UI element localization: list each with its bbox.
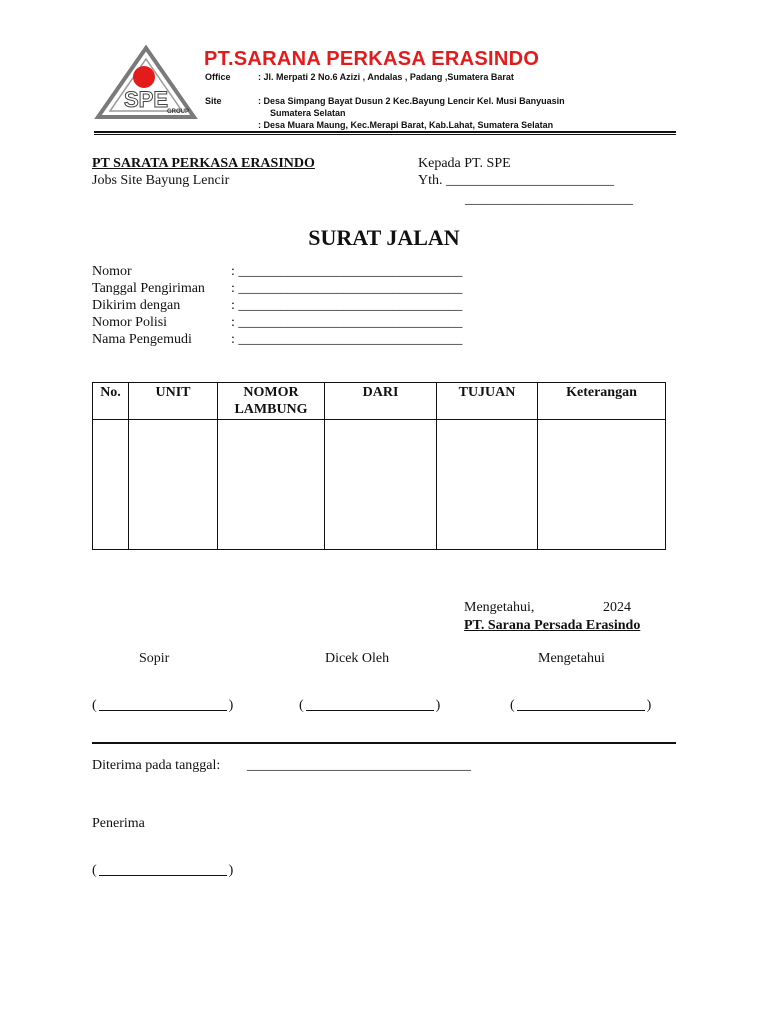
company-name: PT.SARANA PERKASA ERASINDO (204, 48, 540, 70)
signature-label-driver: Sopir (139, 651, 170, 666)
cell-unit[interactable] (129, 420, 218, 550)
office-label: Office (205, 72, 231, 82)
site-address-1: : Desa Simpang Bayat Dusun 2 Kec.Bayung Lencir Kel. Musi Banyuasin (258, 96, 565, 106)
cell-dari[interactable] (325, 420, 437, 550)
signature-line-driver[interactable] (92, 698, 233, 714)
site-address-2: : Desa Muara Maung, Kec.Merapi Barat, Kab.Lahat, Sumatera Selatan (258, 120, 554, 130)
bracket-open: ( (299, 698, 304, 713)
receipt-date-value[interactable]: ________________________________ (247, 758, 471, 773)
signature-blank (517, 700, 645, 711)
signature-line-acknowledged[interactable] (510, 698, 651, 714)
document-title: SURAT JALAN (308, 225, 460, 250)
signature-blank (99, 865, 227, 876)
office-address: : Jl. Merpati 2 No.6 Azizi , Andalas , Padang ,Sumatera Barat (258, 72, 514, 82)
cell-tujuan[interactable] (437, 420, 538, 550)
bracket-close: ) (435, 698, 441, 713)
field-nomor-value[interactable]: : ________________________________ (231, 264, 463, 279)
cell-no[interactable] (93, 420, 129, 550)
approval-year: 2024 (603, 600, 631, 615)
section-divider (92, 742, 676, 744)
svg-text:SPE: SPE (123, 87, 169, 112)
signature-line-receiver[interactable] (92, 863, 233, 879)
signature-blank (306, 700, 434, 711)
col-header-no: No. (93, 383, 129, 420)
approval-company: PT. Sarana Persada Erasindo (464, 618, 641, 633)
header-rule (94, 131, 676, 133)
signature-label-acknowledged: Mengetahui (538, 651, 605, 666)
spe-logo-icon (94, 45, 198, 123)
site-address-1-cont: Sumatera Selatan (270, 108, 346, 118)
bracket-close: ) (228, 698, 234, 713)
bracket-close: ) (646, 698, 652, 713)
table-row (93, 420, 666, 550)
header-rule-thin (94, 134, 676, 135)
field-dikirim-label: Dikirim dengan (92, 298, 181, 313)
col-header-unit: UNIT (129, 383, 218, 420)
signature-blank (99, 700, 227, 711)
col-header-keterangan: Keterangan (538, 383, 666, 420)
field-dikirim-value[interactable]: : ________________________________ (231, 298, 463, 313)
table-header-row (93, 383, 666, 420)
field-polisi-value[interactable]: : ________________________________ (231, 315, 463, 330)
site-label: Site (205, 96, 222, 106)
col-header-nomor-lambung: NOMOR LAMBUNG (218, 383, 325, 420)
recipient-yth: Yth. ________________________ (418, 173, 614, 188)
col-header-dari: DARI (325, 383, 437, 420)
field-tanggal-label: Tanggal Pengiriman (92, 281, 205, 296)
cell-nomor-lambung[interactable] (218, 420, 325, 550)
field-pengemudi-label: Nama Pengemudi (92, 332, 192, 347)
svg-text:GROUP: GROUP (166, 109, 190, 115)
cell-keterangan[interactable] (538, 420, 666, 550)
items-table (92, 382, 666, 550)
bracket-close: ) (228, 863, 234, 878)
bracket-open: ( (510, 698, 515, 713)
field-nomor-label: Nomor (92, 264, 132, 279)
signature-label-checked: Dicek Oleh (325, 651, 390, 666)
sender-name: PT SARATA PERKASA ERASINDO (92, 156, 315, 171)
bracket-open: ( (92, 698, 97, 713)
col-header-tujuan: TUJUAN (437, 383, 538, 420)
field-pengemudi-value[interactable]: : ________________________________ (231, 332, 463, 347)
field-polisi-label: Nomor Polisi (92, 315, 168, 330)
bracket-open: ( (92, 863, 97, 878)
receipt-date-label: Diterima pada tanggal: (92, 758, 221, 773)
signature-line-checked[interactable] (299, 698, 440, 714)
sender-site: Jobs Site Bayung Lencir (92, 173, 230, 188)
approval-known: Mengetahui, (464, 600, 535, 615)
field-tanggal-value[interactable]: : ________________________________ (231, 281, 463, 296)
recipient-blank-line: ________________________ (465, 192, 633, 207)
receiver-label: Penerima (92, 816, 145, 831)
company-logo (94, 45, 198, 123)
recipient-to: Kepada PT. SPE (418, 156, 511, 171)
